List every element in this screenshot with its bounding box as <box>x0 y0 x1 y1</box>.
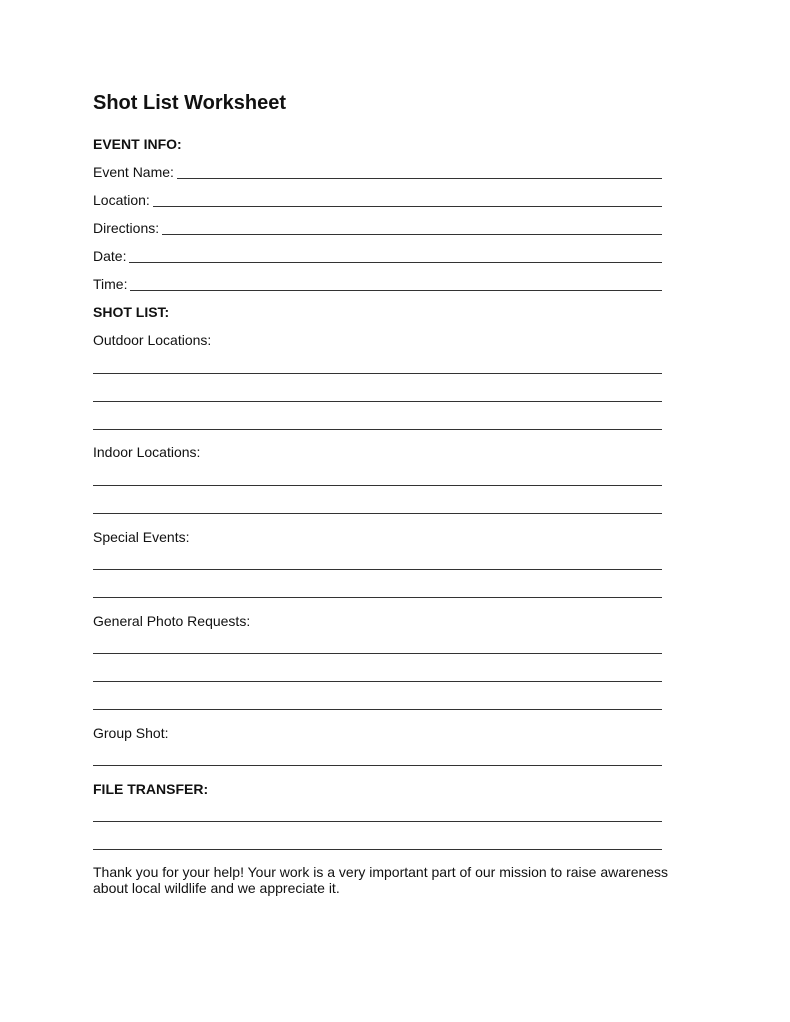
file-transfer-line-1[interactable] <box>93 821 662 822</box>
date-label: Date: <box>93 248 127 264</box>
event-info-heading: EVENT INFO: <box>93 136 182 152</box>
outdoor-locations-label: Outdoor Locations: <box>93 332 212 348</box>
closing-note: Thank you for your help! Your work is a very important part of our mission to raise awareness about local wildlife and we appreciate it. <box>93 864 669 896</box>
location-input-line[interactable] <box>153 192 662 207</box>
file-transfer-line-2[interactable] <box>93 849 662 850</box>
special-events-line-2[interactable] <box>93 597 662 598</box>
date-input-line[interactable] <box>129 248 662 263</box>
event-name-input-line[interactable] <box>177 164 662 179</box>
location-field[interactable] <box>93 190 662 208</box>
event-name-label: Event Name: <box>93 164 174 180</box>
outdoor-locations-line-3[interactable] <box>93 429 662 430</box>
page-title: Shot List Worksheet <box>93 92 286 114</box>
time-label: Time: <box>93 276 128 292</box>
directions-field[interactable] <box>93 218 662 236</box>
date-field[interactable] <box>93 246 662 264</box>
indoor-locations-line-1[interactable] <box>93 485 662 486</box>
general-photo-requests-line-3[interactable] <box>93 709 662 710</box>
special-events-label: Special Events: <box>93 529 190 545</box>
outdoor-locations-line-1[interactable] <box>93 373 662 374</box>
general-photo-requests-line-2[interactable] <box>93 681 662 682</box>
directions-input-line[interactable] <box>162 220 662 235</box>
group-shot-line-1[interactable] <box>93 765 662 766</box>
outdoor-locations-line-2[interactable] <box>93 401 662 402</box>
file-transfer-heading: FILE TRANSFER: <box>93 781 209 797</box>
general-photo-requests-label: General Photo Requests: <box>93 613 251 629</box>
special-events-line-1[interactable] <box>93 569 662 570</box>
indoor-locations-label: Indoor Locations: <box>93 444 201 460</box>
indoor-locations-line-2[interactable] <box>93 513 662 514</box>
time-field[interactable] <box>93 274 662 292</box>
event-name-field[interactable] <box>93 162 662 180</box>
time-input-line[interactable] <box>130 276 662 291</box>
directions-label: Directions: <box>93 220 160 236</box>
location-label: Location: <box>93 192 150 208</box>
group-shot-label: Group Shot: <box>93 725 169 741</box>
general-photo-requests-line-1[interactable] <box>93 653 662 654</box>
shot-list-heading: SHOT LIST: <box>93 304 170 320</box>
